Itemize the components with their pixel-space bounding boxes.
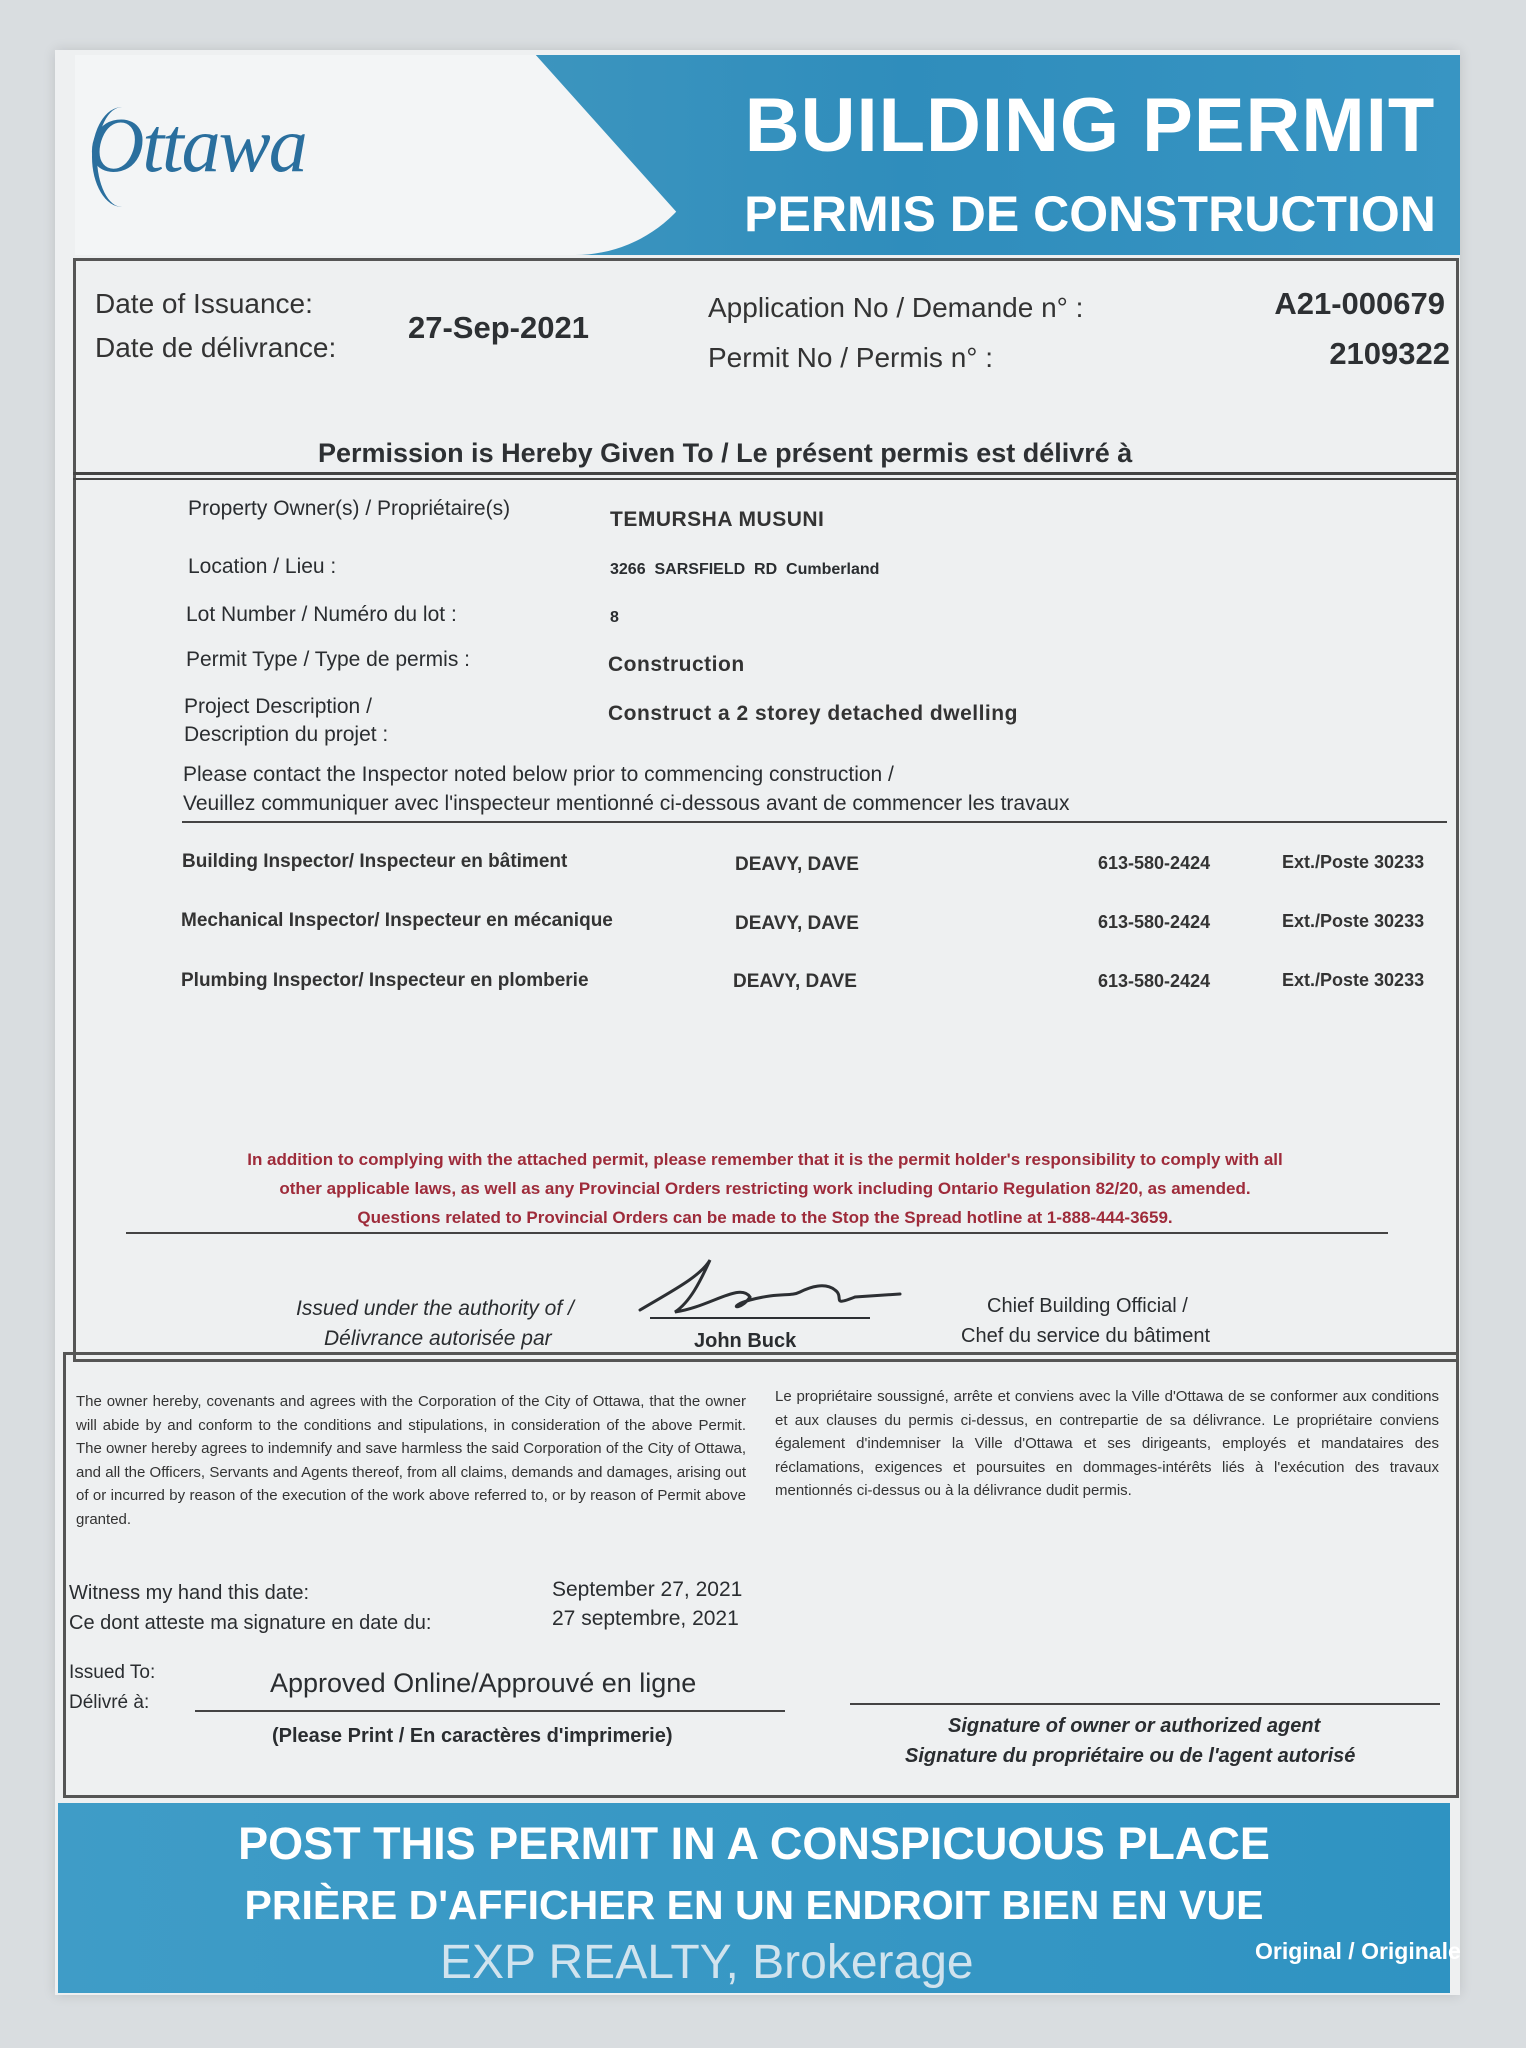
title-permis-de-construction: PERMIS DE CONSTRUCTION [744,186,1436,242]
official-name: John Buck [694,1330,797,1352]
permission-heading: Permission is Hereby Given To / Le présent permis est délivré à [318,438,1133,468]
application-number: A21-000679 [1274,286,1445,321]
notice-line-1: In addition to complying with the attached permit, please remember that it is the permit holder's responsibility to comply with all [247,1150,1283,1169]
divider-top-2 [73,478,1456,480]
official-title-fr: Chef du service du bâtiment [961,1325,1211,1347]
inspector-ext: Ext./Poste 30233 [1282,852,1425,872]
inspector-phone: 613-580-2424 [1098,853,1211,873]
issued-to-line [195,1710,785,1712]
lot-label: Lot Number / Numéro du lot : [186,603,457,626]
owner-signature-line [850,1703,1440,1705]
divider-contact [182,821,1447,823]
permit-type-value: Construction [608,653,745,676]
permit-type-label: Permit Type / Type de permis : [186,648,471,671]
inspector-name: DEAVY, DAVE [735,913,859,934]
ottawa-logo: Ottawa [88,101,306,188]
issuance-label-fr: Date de délivrance: [95,332,337,363]
print-note: (Please Print / En caractères d'imprimerie) [272,1725,673,1747]
official-title-en: Chief Building Official / [987,1295,1188,1317]
footer-post-notice-fr: PRIÈRE D'AFFICHER EN UN ENDROIT BIEN EN VUE [244,1882,1264,1928]
location-label: Location / Lieu : [188,555,337,578]
witness-date-fr: 27 septembre, 2021 [552,1607,739,1630]
divider-notice [126,1232,1388,1234]
issued-authority-fr: Délivrance autorisée par [324,1327,552,1350]
owner-signature-label-en: Signature of owner or authorized agent [948,1715,1321,1737]
description-value: Construct a 2 storey detached dwelling [608,702,1018,725]
brokerage-watermark: EXP REALTY, Brokerage [440,1936,974,1989]
witness-date-en: September 27, 2021 [552,1578,743,1601]
owner-value: TEMURSHA MUSUNI [610,508,825,531]
inspector-ext: Ext./Poste 30233 [1282,970,1425,990]
location-value: 3266 SARSFIELD RD Cumberland [610,561,880,578]
application-label: Application No / Demande n° : [708,292,1084,323]
divider-top [73,472,1456,475]
inspector-role: Building Inspector/ Inspecteur en bâtiment [182,851,568,872]
contact-line-fr: Veuillez communiquer avec l'inspecteur mentionné ci-dessous avant de commencer les travaux [183,792,1070,815]
footer-post-notice-en: POST THIS PERMIT IN A CONSPICUOUS PLACE [238,1818,1270,1869]
contact-line-en: Please contact the Inspector noted below prior to commencing construction / [183,763,894,786]
legal-text-fr: Le propriétaire soussigné, arrête et conviens avec la Ville d'Ottawa de se conformer aux conditions et aux clauses du permis ci-dessus, en contrepartie de sa délivrance. Le propriétaire conviens également d'indemniser la Ville d'Ottawa et ses dirigeants, employés et mandataires des réclamations, exigences et poursuites en dommages-intérêts liés à l'exécution des travaux mentionnés ci-dessus ou à la délivrance dudit permis. [775,1388,1439,1499]
original-copy-label: Original / Originale [1255,1938,1461,1964]
inspector-name: DEAVY, DAVE [735,854,859,875]
inspector-name: DEAVY, DAVE [733,971,857,992]
inspector-role: Plumbing Inspector/ Inspecteur en plomberie [181,970,589,991]
issued-to-label-fr: Délivré à: [69,1692,150,1713]
issuance-label-en: Date of Issuance: [95,288,313,319]
issued-authority-en: Issued under the authority of / [296,1297,574,1320]
inspector-role: Mechanical Inspector/ Inspecteur en mécanique [181,910,613,931]
permit-number: 2109322 [1329,336,1450,371]
owner-signature-label-fr: Signature du propriétaire ou de l'agent autorisé [905,1745,1356,1767]
description-label-en: Project Description / [184,695,372,718]
notice-line-2: other applicable laws, as well as any Provincial Orders restricting work including Ontario Regulation 82/20, as amended. [279,1179,1251,1198]
inspector-phone: 613-580-2424 [1098,912,1211,932]
witness-label-fr: Ce dont atteste ma signature en date du: [69,1612,432,1634]
issued-to-value: Approved Online/Approuvé en ligne [270,1668,697,1698]
issued-to-label-en: Issued To: [69,1662,156,1683]
notice-line-3: Questions related to Provincial Orders can be made to the Stop the Spread hotline at 1-888-444-3659. [357,1208,1173,1227]
lot-value: 8 [610,609,619,626]
inspector-phone: 613-580-2424 [1098,971,1211,991]
description-label-fr: Description du projet : [184,723,389,746]
owner-label: Property Owner(s) / Propriétaire(s) [188,497,511,520]
permit-number-label: Permit No / Permis n° : [708,342,994,373]
inspector-ext: Ext./Poste 30233 [1282,911,1425,931]
witness-label-en: Witness my hand this date: [69,1582,310,1604]
title-building-permit: BUILDING PERMIT [744,83,1436,168]
issuance-date: 27-Sep-2021 [408,310,589,345]
official-signature [630,1252,910,1332]
legal-text-en: The owner hereby, covenants and agrees with the Corporation of the City of Ottawa, that the owner will abide by and conform to the conditions and stipulations, in consideration of the above Permit. The owner hereby agrees to indemnify and save harmless the said Corporation of the City of Ottawa, and all the Officers, Servants and Agents thereof, from all claims, demands and damages, arising out of or incurred by reason of the execution of the work above referred to, or by reason of Permit above granted. [76,1393,746,1528]
